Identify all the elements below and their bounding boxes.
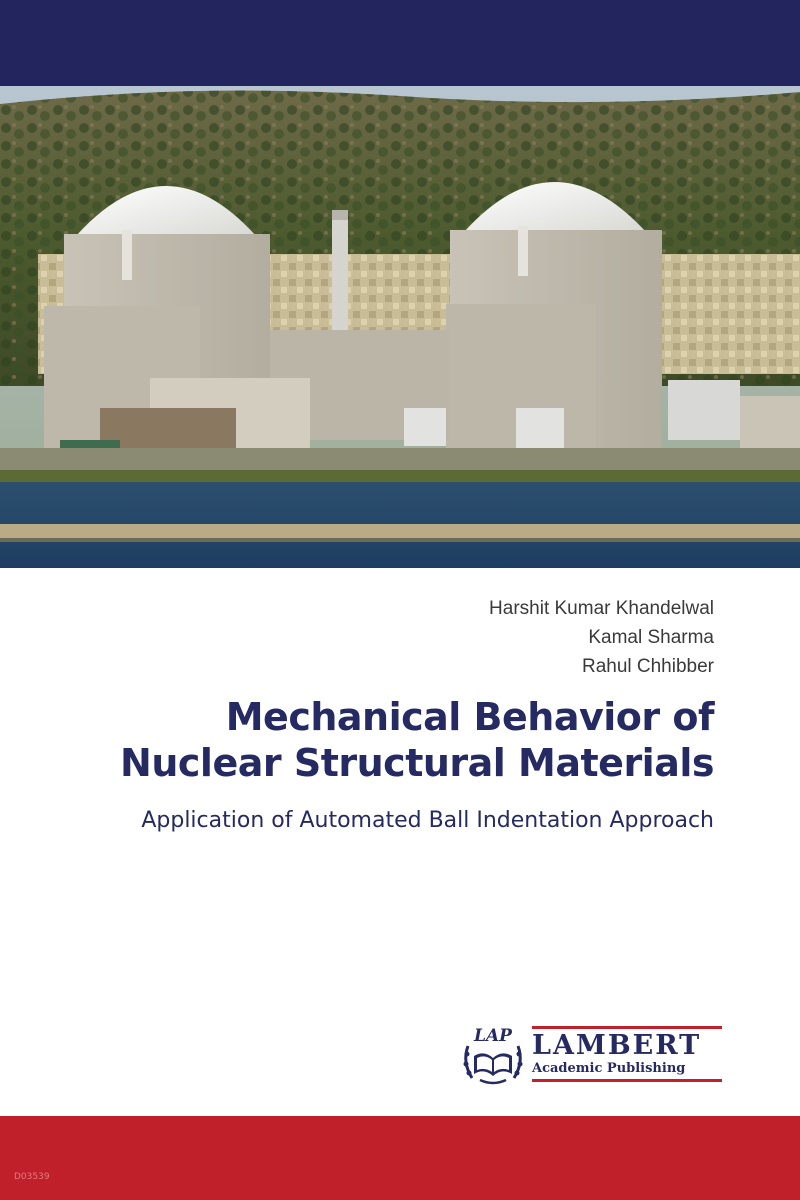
book-subtitle: Application of Automated Ball Indentation Approach: [141, 808, 714, 833]
publisher-rule-bottom: [532, 1079, 722, 1082]
top-color-band: [0, 0, 800, 86]
nuclear-plant-photo: [0, 86, 800, 568]
title-line: Mechanical Behavior of: [225, 695, 714, 739]
open-book-laurel-logo: [458, 1022, 528, 1086]
title-line: Nuclear Structural Materials: [120, 741, 714, 785]
publisher-rule-top: [532, 1026, 722, 1029]
author-name: Harshit Kumar Khandelwal: [489, 598, 714, 619]
publisher-logo: [458, 1022, 724, 1086]
author-name: Kamal Sharma: [588, 627, 714, 648]
corner-code: D03539: [14, 1172, 50, 1182]
author-name: Rahul Chhibber: [581, 656, 714, 677]
book-title: [14, 694, 714, 786]
logo-lap-text: LAP: [474, 1026, 512, 1046]
publisher-name: LAMBERT: [532, 1030, 702, 1061]
bottom-color-band: [0, 1116, 800, 1200]
publisher-tagline: Academic Publishing: [532, 1061, 686, 1076]
publisher-name-block: [532, 1026, 722, 1082]
author-list: [489, 594, 714, 681]
